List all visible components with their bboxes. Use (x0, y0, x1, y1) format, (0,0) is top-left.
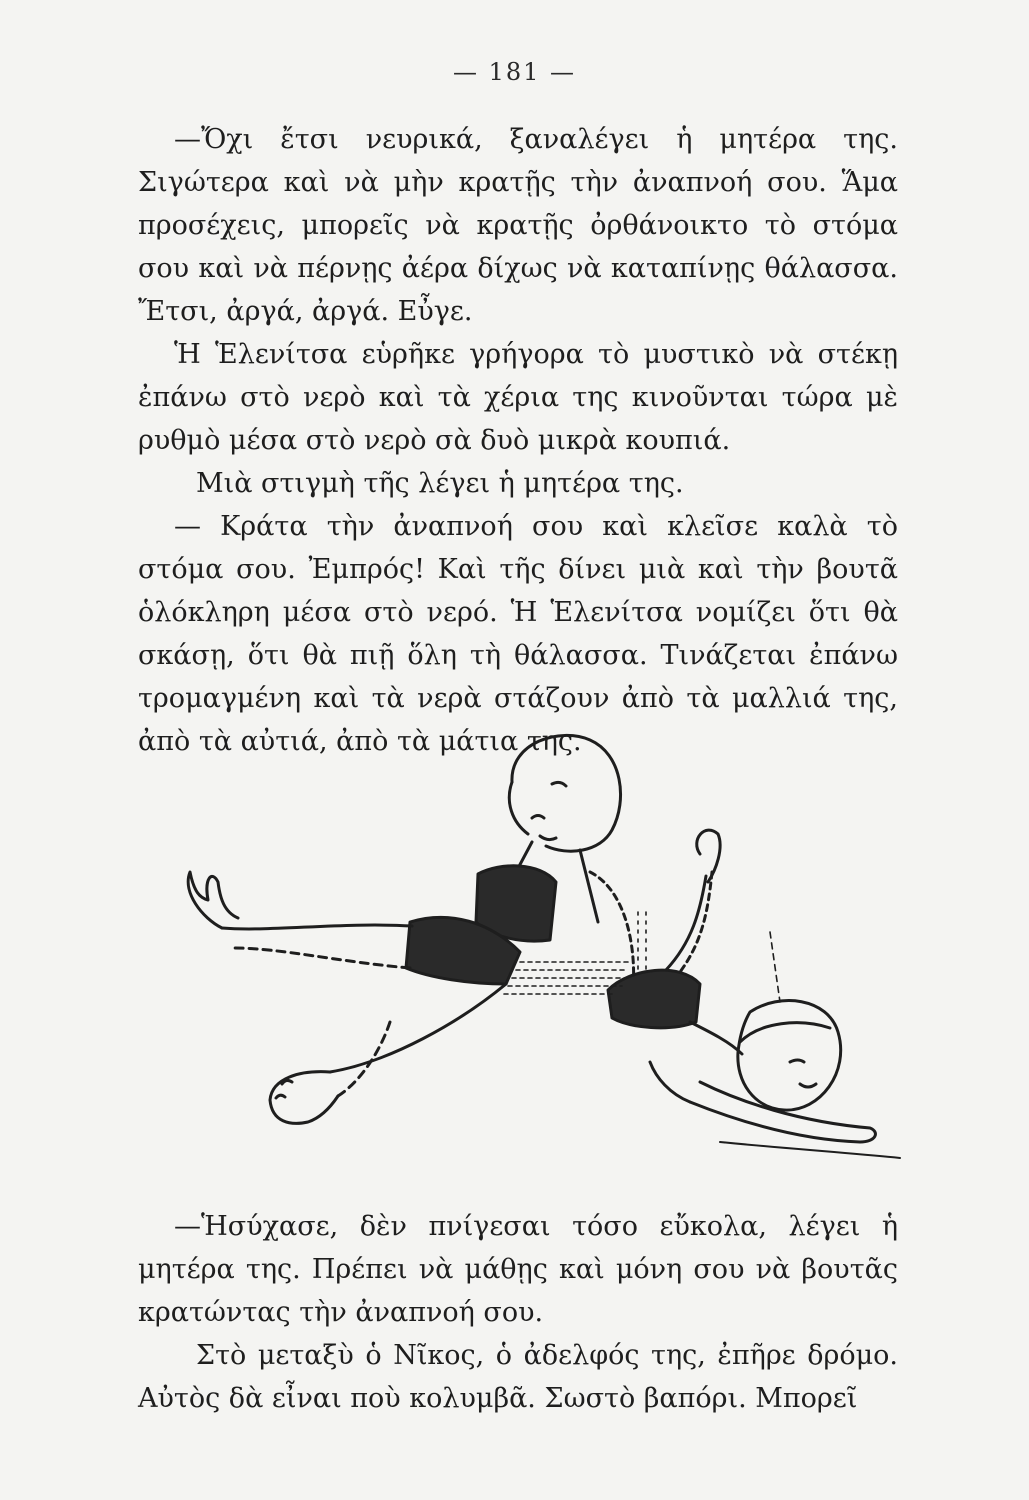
paragraph: Μιὰ στιγμὴ τῆς λέγει ἡ μητέρα της. (196, 468, 684, 499)
paragraph: —Ἡσύχασε, δὲν πνίγεσαι τόσο εὔκολα, λέγει ἡ μητέρα της. Πρέπει νὰ μάθῃς καὶ μόνη σου νὰ βουτᾶς κρατώντας τὴν ἀναπνοή σου. (138, 1211, 898, 1328)
paragraph: — Κράτα τὴν ἀναπνοή σου καὶ κλεῖσε καλὰ τὸ στόμα σου. Ἐμπρός! Καὶ τῆς δίνει μιὰ καὶ τὴν βουτᾶ ὁλόκληρη μέσα στὸ νερό. Ἡ Ἑλενίτσα νομίζει ὅτι θὰ σκάσῃ, ὅτι θὰ πιῇ ὅλη τὴ θάλασσα. Τινάζεται ἐπάνω τρομαγμένη καὶ τὰ νερὰ στάζουν ἀπὸ τὰ μαλλιά της, ἀπὸ τὰ αὐτιά, ἀπὸ τὰ μάτια της. (138, 511, 898, 757)
paragraph: —Ὄχι ἔτσι νευρικά, ξαναλέγει ἡ μητέρα της. Σιγώτερα καὶ νὰ μὴν κρατῇς τὴν ἀναπνοή σου. Ἅμα προσέχεις, μπορεῖς νὰ κρατῇς ὀρθάνοικτο τὸ στόμα σου καὶ νὰ πέρνῃς ἀέρα δίχως νὰ καταπίνῃς θάλασσα. Ἔτσι, ἀργά, ἀργά. Εὖγε. (138, 124, 898, 327)
paragraph: Ἡ Ἑλενίτσα εὑρῆκε γρήγορα τὸ μυστικὸ νὰ στέκῃ ἐπάνω στὸ νερὸ καὶ τὰ χέρια της κινοῦνται τώρα μὲ ρυθμὸ μέσα στὸ νερὸ σὰ δυὸ μικρὰ κουπιά. (138, 339, 898, 456)
page-number: — 181 — (452, 58, 577, 86)
shoreline (720, 1142, 900, 1158)
text-block-bottom (138, 1205, 898, 1420)
girl-figure (608, 830, 875, 1142)
boy-figure (188, 735, 633, 1123)
text-block-top (138, 118, 898, 763)
paragraph: Στὸ μεταξὺ ὁ Νῖκος, ὁ ἀδελφός της, ἐπῆρε δρόμο. Αὐτὸς δὰ εἶναι ποὺ κολυμβᾶ. Σωστὸ βαπόρι. Μπορεῖ (138, 1340, 898, 1414)
two-children-swimming-illustration (160, 722, 920, 1192)
